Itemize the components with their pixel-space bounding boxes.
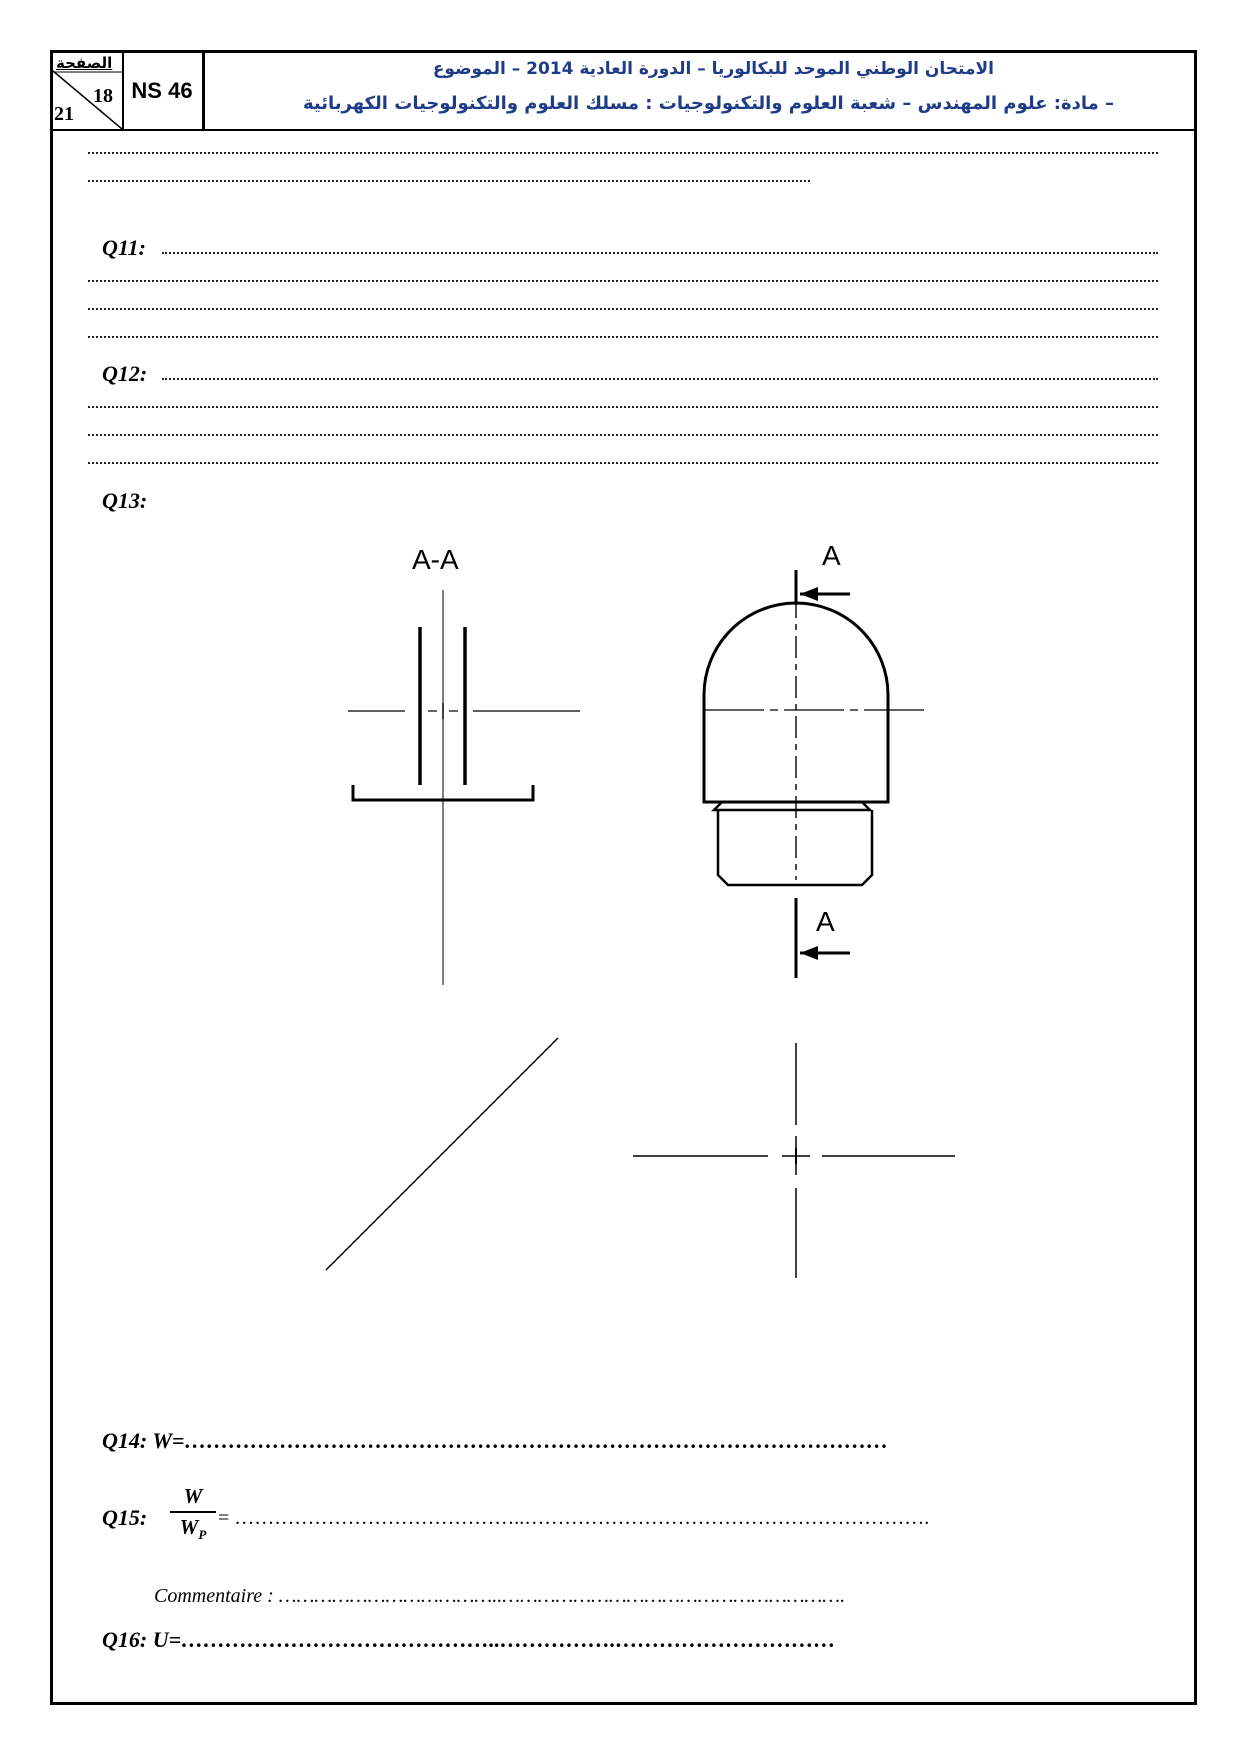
question-q12-label: Q12: [102, 361, 148, 386]
question-q15-answer: = ……………………………………..……………………………………………………. [218, 1507, 930, 1529]
exam-code: NS 46 [122, 53, 205, 129]
question-q13-label: Q13: [102, 488, 148, 513]
page-current: 18 [93, 85, 113, 107]
q15-numerator: W [183, 1484, 203, 1508]
q15-fraction [170, 1484, 216, 1543]
q15-denominator: W [179, 1515, 199, 1539]
page-total: 21 [54, 103, 74, 125]
bottom-view-axes [633, 1043, 955, 1278]
question-q11-label: Q11: [102, 235, 146, 260]
page-label: الصفحة [56, 54, 113, 72]
question-q14: Q14: W=…………………………………………………………………………………… [102, 1428, 889, 1453]
question-q16: Q16: U=……………………………………..…………….………………………… [102, 1627, 836, 1652]
question-q15-label: Q15: [102, 1505, 148, 1530]
cut-label-top: A [822, 540, 841, 571]
cut-label-bottom: A [816, 906, 835, 937]
commentaire-line: Commentaire : ………………………………..…………………………………………………. [154, 1585, 846, 1607]
exam-title-line1: الامتحان الوطني الموحد للبكالوريا – الدورة العادية 2014 – الموضوع [432, 59, 994, 79]
section-view-aa [348, 590, 580, 985]
exam-title-line2: – مادة: علوم المهندس – شعبة العلوم والتكنولوجيات : مسلك العلوم والتكنولوجيات الكهربائية [302, 93, 1114, 114]
section-title-aa: A-A [412, 544, 459, 575]
q15-subscript: P [198, 1527, 207, 1543]
construction-line-45deg [326, 1038, 558, 1270]
